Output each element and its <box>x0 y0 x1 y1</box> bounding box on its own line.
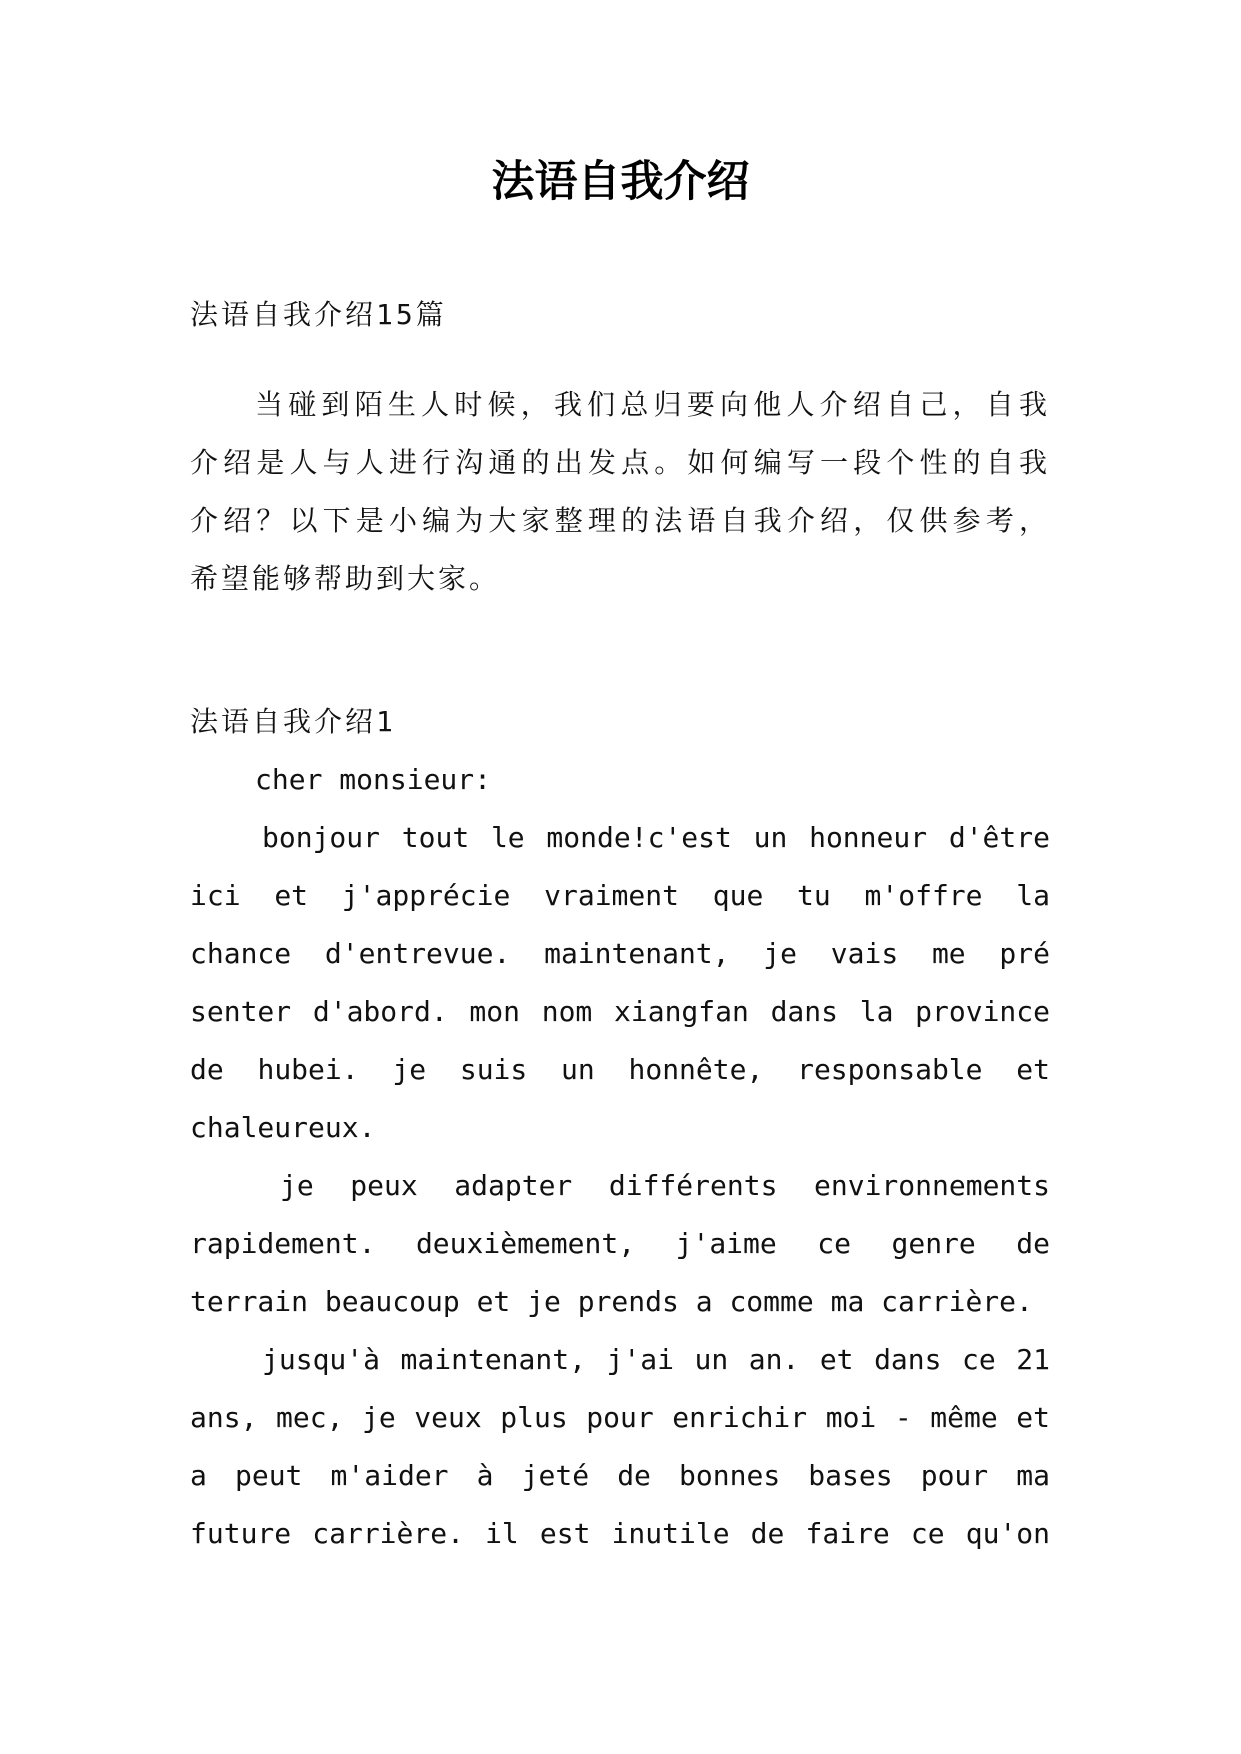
paragraph-line: ici et j'apprécie vraiment que tu m'offre la <box>190 879 1050 912</box>
paragraph-line: senter d'abord. mon nom xiangfan dans la province <box>190 995 1050 1028</box>
paragraph-line: ans, mec, je veux plus pour enrichir moi - même et <box>190 1401 1050 1434</box>
intro-line: 希望能够帮助到大家。 <box>190 562 501 595</box>
paragraph-line: future carrière. il est inutile de faire ce qu'on <box>190 1517 1050 1550</box>
intro-line: 介绍？以下是小编为大家整理的法语自我介绍，仅供参考， <box>190 504 1050 537</box>
intro-line: 介绍是人与人进行沟通的出发点。如何编写一段个性的自我 <box>190 446 1050 479</box>
paragraph-line: a peut m'aider à jeté de bonnes bases pour ma <box>190 1459 1050 1492</box>
paragraph-line: rapidement. deuxièmement, j'aime ce genre de <box>190 1227 1050 1260</box>
paragraph-line: je peux adapter différents environnements <box>280 1169 1050 1202</box>
section-heading: 法语自我介绍1 <box>190 705 396 738</box>
paragraph-line: jusqu'à maintenant, j'ai un an. et dans ce 21 <box>262 1343 1050 1376</box>
salutation: cher monsieur: <box>255 763 492 796</box>
document-title: 法语自我介绍 <box>491 157 750 207</box>
paragraph-line: chance d'entrevue. maintenant, je vais me pré <box>190 937 1050 970</box>
paragraph-line: de hubei. je suis un honnête, responsable et <box>190 1053 1050 1086</box>
document-subtitle: 法语自我介绍15篇 <box>190 298 447 331</box>
intro-line: 当碰到陌生人时候，我们总归要向他人介绍自己，自我 <box>255 388 1050 421</box>
paragraph-line: bonjour tout le monde!c'est un honneur d'être <box>262 821 1050 854</box>
paragraph-line: chaleureux. <box>190 1111 376 1144</box>
paragraph-line: terrain beaucoup et je prends a comme ma carrière. <box>190 1285 1033 1318</box>
